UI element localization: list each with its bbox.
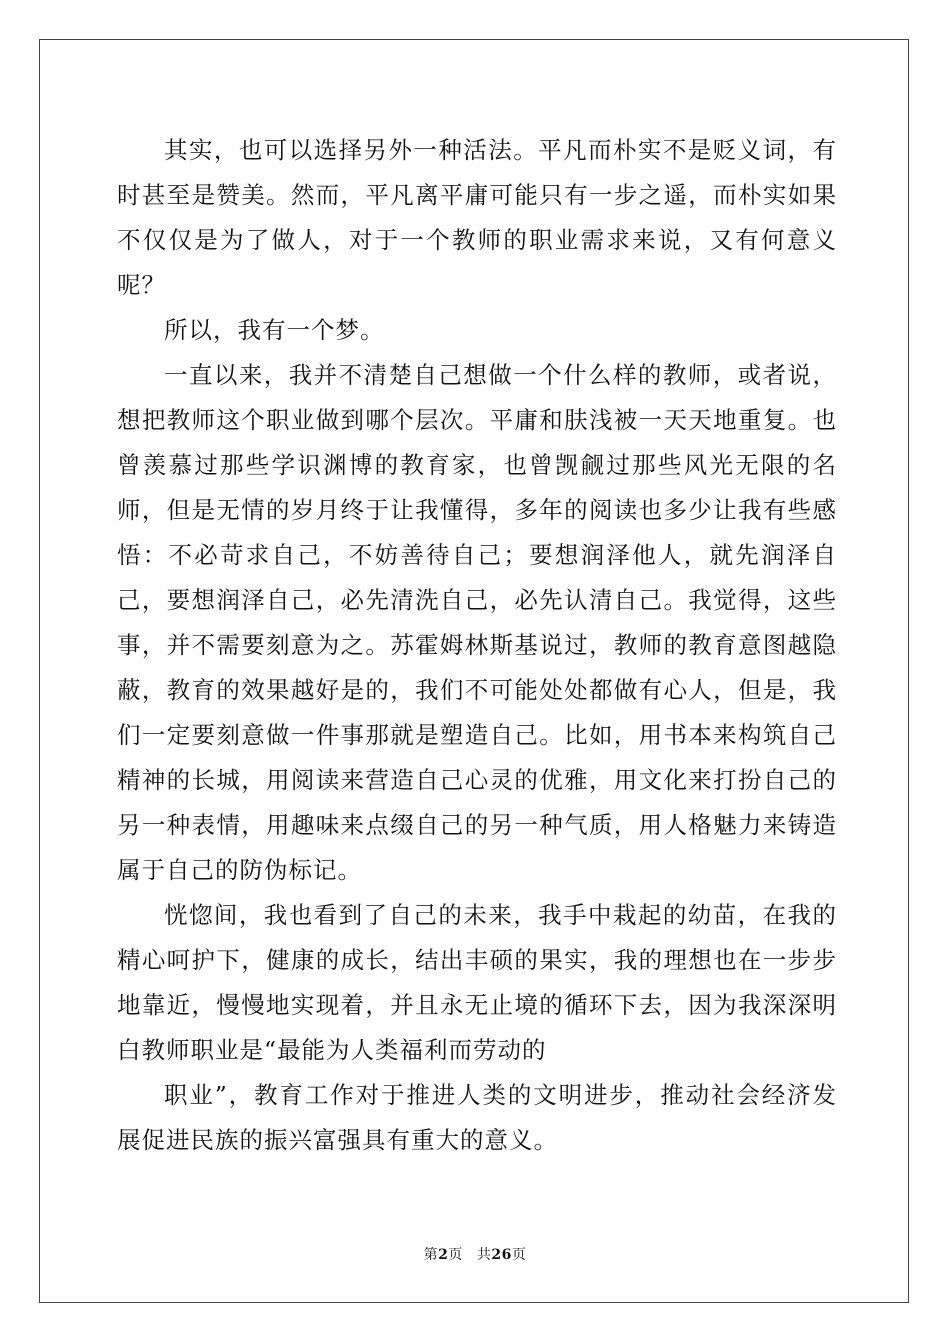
page-footer xyxy=(0,1246,950,1264)
footer-total-prefix: 共 xyxy=(476,1247,492,1263)
footer-total-suffix: 页 xyxy=(511,1247,527,1263)
footer-page-prefix: 第 xyxy=(423,1247,439,1263)
paragraph-5: 职业”，教育工作对于推进人类的文明进步，推动社会经济发展促进民族的振兴富强具有重大的意义。 xyxy=(117,1081,837,1154)
paragraph-1: 其实，也可以选择另外一种活法。平凡而朴实不是贬义词，有时甚至是赞美。然而，平凡离平庸可能只有一步之遥，而朴实如果不仅仅是为了做人，对于一个教师的职业需求来说，又有何意义呢？ xyxy=(117,136,837,299)
footer-page-suffix: 页 xyxy=(448,1247,463,1263)
paragraph-4: 恍惚间，我也看到了自己的未来，我手中栽起的幼苗，在我的精心呵护下，健康的成长，结出丰硕的果实，我的理想也在一步步地靠近，慢慢地实现着，并且永无止境的循环下去，因为我深深明白教师职业是“最能为人类福利而劳动的 xyxy=(117,901,837,1064)
paragraph-2: 所以，我有一个梦。 xyxy=(164,316,385,344)
document-body xyxy=(117,128,837,1163)
paragraph-3: 一直以来，我并不清楚自己想做一个什么样的教师，或者说，想把教师这个职业做到哪个层次。平庸和肤浅被一天天地重复。也曾羡慕过那些学识渊博的教育家，也曾觊觎过那些风光无限的名师，但是无情的岁月终于让我懂得，多年的阅读也多少让我有些感悟：不必苛求自己，不妨善待自己；要想润泽他人，就先润泽自己，要想润泽自己，必先清洗自己，必先认清自己。我觉得，这些事，并不需要刻意为之。苏霍姆林斯基说过，教师的教育意图越隐蔽，教育的效果越好是的，我们不可能处处都做有心人，但是，我们一定要刻意做一件事那就是塑造自己。比如，用书本来构筑自己精神的长城，用阅读来营造自己心灵的优雅，用文化来打扮自己的另一种表情，用趣味来点缀自己的另一种气质，用人格魅力来铸造属于自己的防伪标记。 xyxy=(117,361,837,884)
footer-page-number: 2 xyxy=(438,1247,449,1263)
footer-total-pages: 26 xyxy=(491,1247,512,1263)
